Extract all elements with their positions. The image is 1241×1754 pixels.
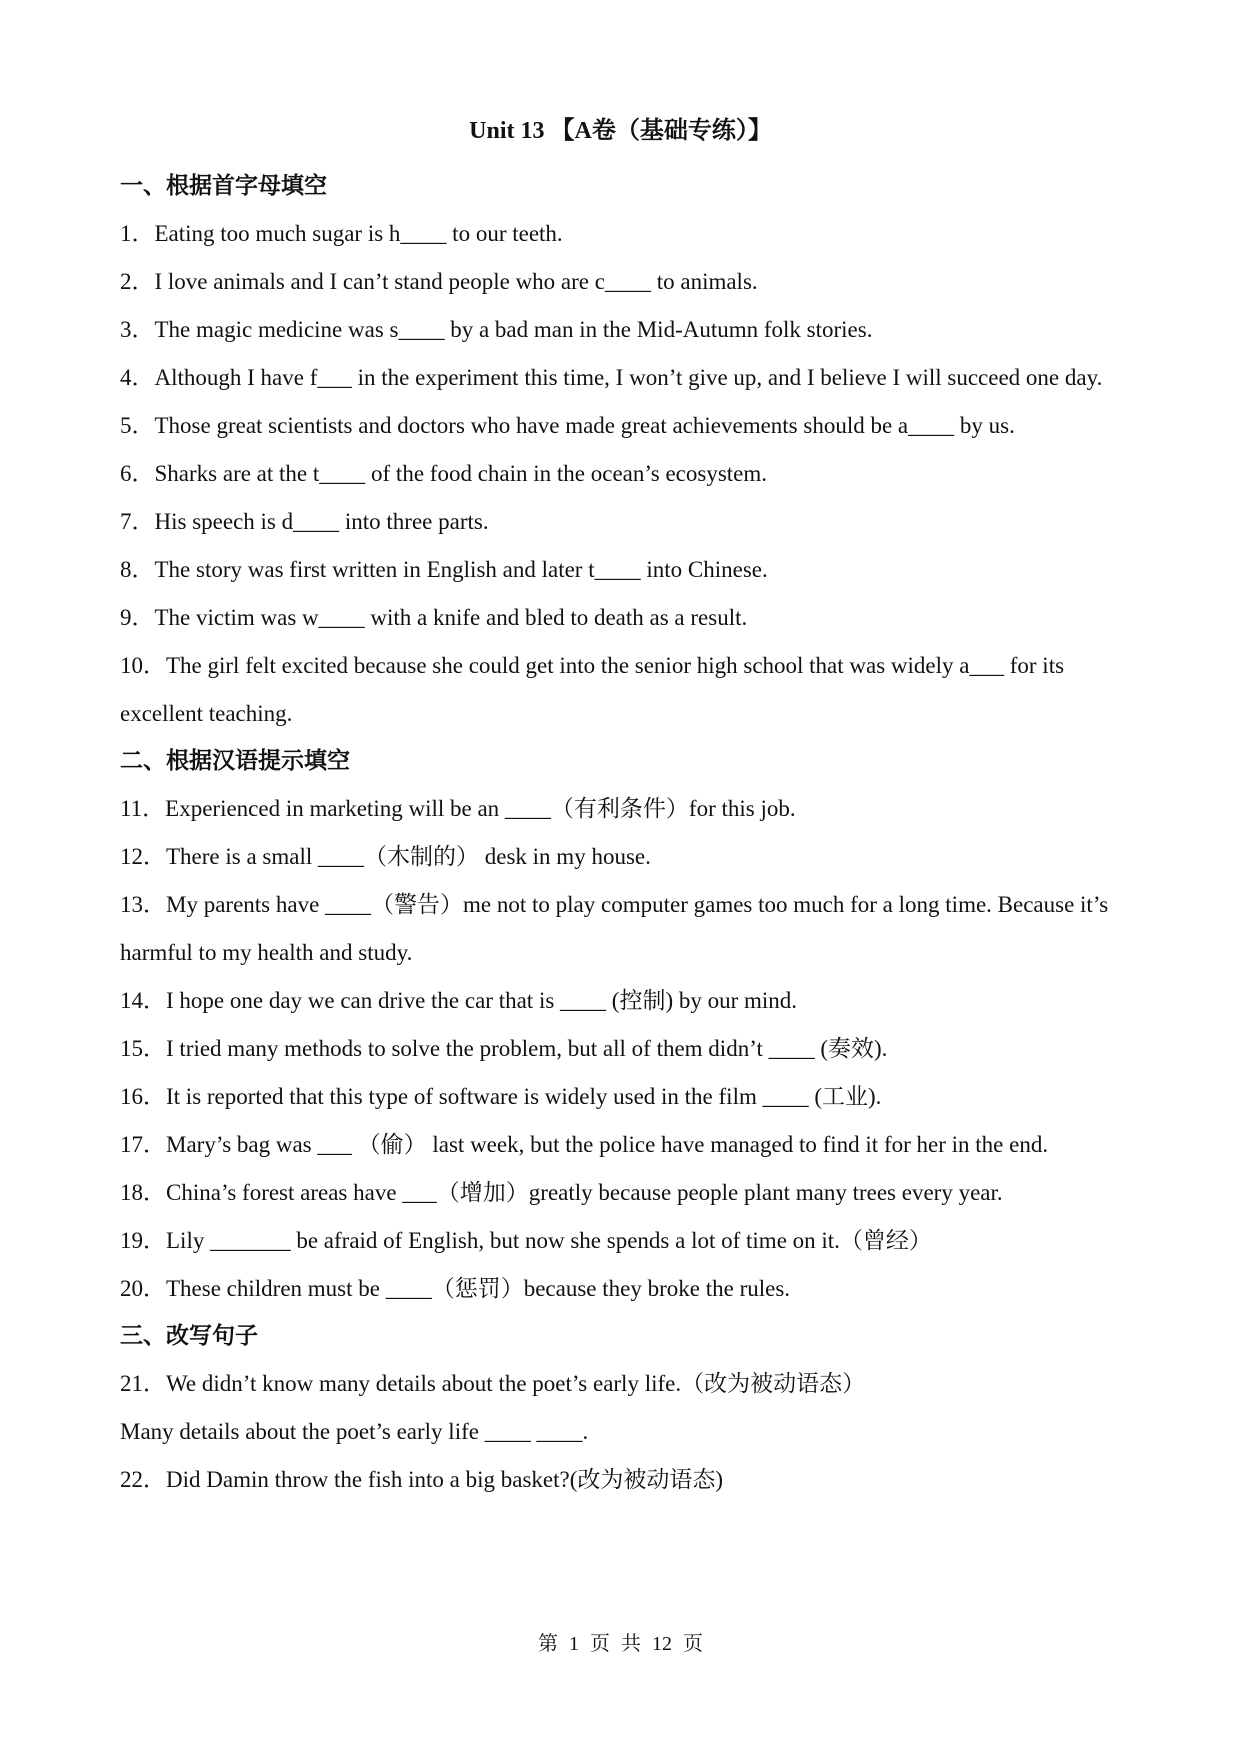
question-item: 1．Eating too much sugar is h____ to our teeth.	[120, 221, 563, 246]
question-item: 12．There is a small ____（木制的） desk in my house.	[120, 844, 651, 869]
question-item: 8．The story was first written in English and later t____ into Chinese.	[120, 557, 768, 582]
question-item: 4．Although I have f___ in the experiment this time, I won’t give up, and I believe I will succeed one day.	[120, 365, 1103, 390]
question-item: 15．I tried many methods to solve the problem, but all of them didn’t ____ (奏效).	[120, 1036, 888, 1061]
answer-line: Many details about the poet’s early life ____ ____.	[120, 1419, 589, 1444]
question-item: 2．I love animals and I can’t stand people who are c____ to animals.	[120, 269, 758, 294]
question-item: 22．Did Damin throw the fish into a big basket?(改为被动语态)	[120, 1467, 724, 1492]
question-item: 19．Lily _______ be afraid of English, but now she spends a lot of time on it.（曾经）	[120, 1228, 932, 1253]
page-footer: 第 1 页 共 12 页	[538, 1633, 703, 1655]
question-item: 16．It is reported that this type of software is widely used in the film ____ (工业).	[120, 1084, 882, 1109]
question-item: 14．I hope one day we can drive the car that is ____ (控制) by our mind.	[120, 988, 798, 1013]
question-item: 13．My parents have ____（警告）me not to play computer games too much for a long time. Because it’s harmful to my health and study.	[120, 892, 1109, 965]
question-item: 7．His speech is d____ into three parts.	[120, 509, 489, 534]
question-item: 11．Experienced in marketing will be an ____（有利条件）for this job.	[120, 796, 796, 821]
question-item: 9．The victim was w____ with a knife and bled to death as a result.	[120, 605, 748, 630]
question-item: 18．China’s forest areas have ___（增加）greatly because people plant many trees every year.	[120, 1180, 1003, 1205]
exercise-content	[120, 163, 1130, 1504]
question-item: 10．The girl felt excited because she could get into the senior high school that was widely a___ for its excellent teaching.	[120, 653, 1065, 726]
question-item: 20．These children must be ____（惩罚）because they broke the rules.	[120, 1276, 791, 1301]
section-heading: 一、根据首字母填空	[120, 173, 327, 199]
section-heading: 三、改写句子	[120, 1323, 258, 1349]
section-heading: 二、根据汉语提示填空	[120, 748, 350, 774]
question-item: 5．Those great scientists and doctors who have made great achievements should be a____ by us.	[120, 413, 1015, 438]
question-item: 3．The magic medicine was s____ by a bad man in the Mid-Autumn folk stories.	[120, 317, 873, 342]
question-item: 6．Sharks are at the t____ of the food chain in the ocean’s ecosystem.	[120, 461, 768, 486]
question-item: 21．We didn’t know many details about the poet’s early life.（改为被动语态）	[120, 1371, 866, 1396]
question-item: 17．Mary’s bag was ___ （偷） last week, but the police have managed to find it for her in the end.	[120, 1132, 1049, 1157]
page-title: Unit 13 【A卷（基础专练）】	[469, 118, 772, 144]
